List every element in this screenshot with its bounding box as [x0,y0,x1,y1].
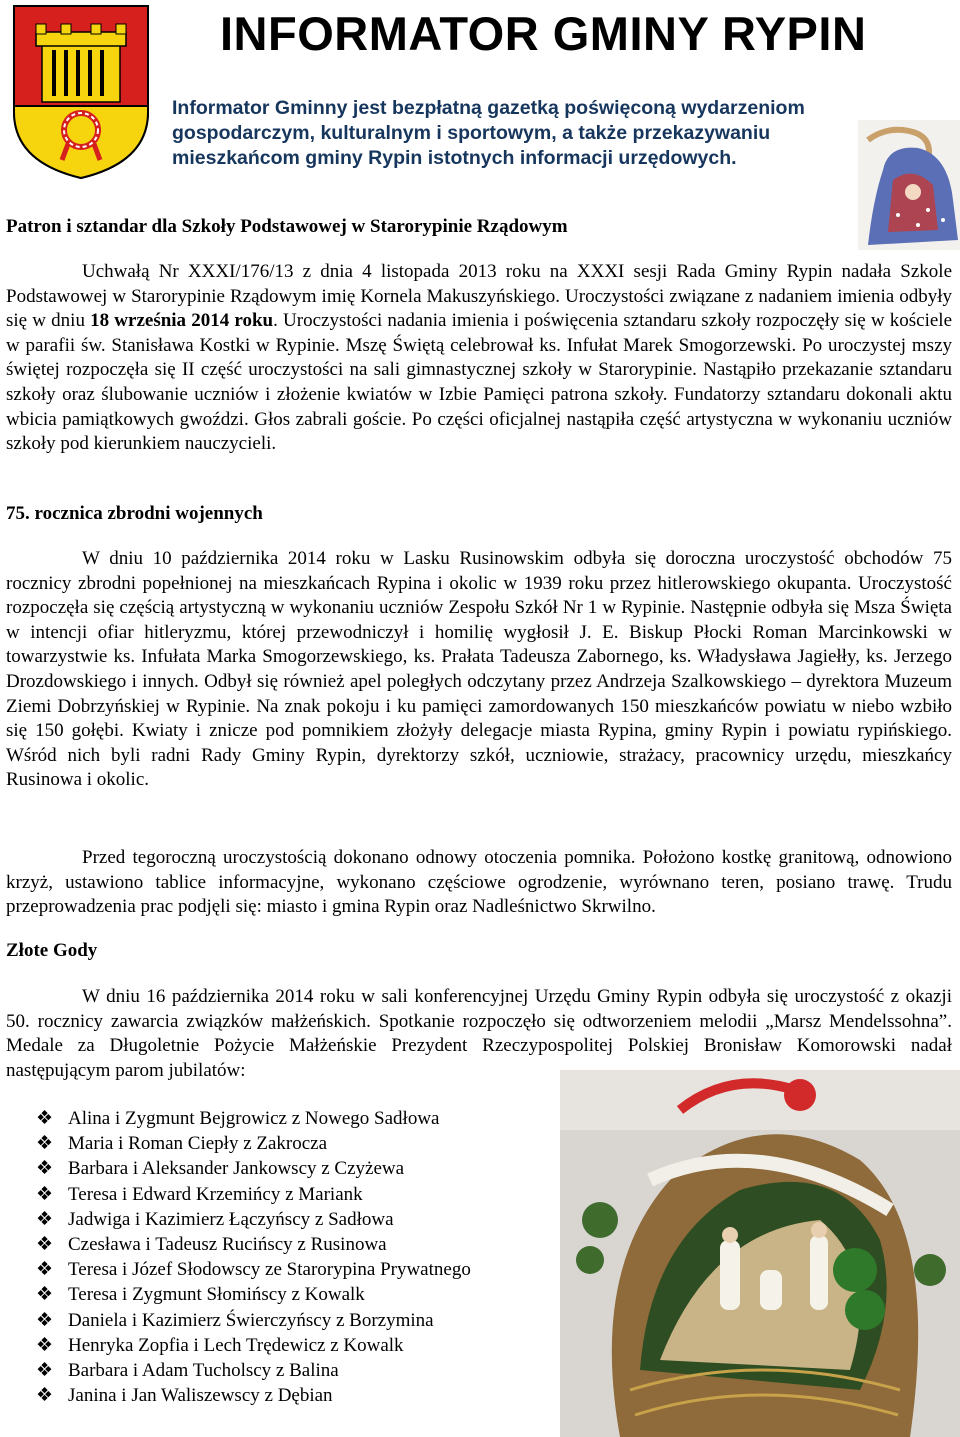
newsletter-intro: Informator Gminny jest bezpłatną gazetką poświęconą wydarzeniom gospodarczym, kulturalnym i sportowym, a także przekazywaniu mieszkańcom gminy Rypin istotnych informacji urzędowych. [172,97,805,169]
diamond-bullet-icon: ❖ [36,1158,54,1180]
list-item [36,1156,556,1181]
couple-name: Teresa i Zygmunt Słomińscy z Kowalk [68,1284,365,1306]
gmina-coat-of-arms [6,2,156,182]
couple-name: Teresa i Józef Słodowscy ze Starorypina Prywatnego [68,1259,471,1281]
list-item [36,1131,556,1156]
list-item [36,1257,556,1282]
body-text: Uchwałą Nr XXXI/176/13 z dnia 4 listopada 2013 roku na XXXI sesji Rada Gminy Rypin nadała Szkole Podstawowej w Starorypinie Rządowym imię Kornela Makuszyńskiego. Uroczystości związane z nadaniem imienia odbyły się w dniu [6,261,952,332]
list-item [36,1333,556,1358]
section-body-school-patron [6,260,952,457]
jubilee-couples-list [36,1106,556,1408]
list-item [36,1182,556,1207]
diamond-bullet-icon: ❖ [36,1133,54,1155]
diamond-bullet-icon: ❖ [36,1385,54,1407]
christmas-bell-ornament-image [858,120,960,250]
event-date: 18 września 2014 roku [90,310,274,332]
diamond-bullet-icon: ❖ [36,1334,54,1356]
couple-name: Alina i Zygmunt Bejgrowicz z Nowego Sadłowa [68,1108,440,1129]
paragraph: Przed tegoroczną uroczystością dokonano odnowy otoczenia pomnika. Położono kostkę granitową, odnowiono krzyż, ustawiono tablice informacyjne, wykonano częściowe ogrodzenie, wyrównano teren, posiano trawę. Trudu przeprowadzenia prac podjęli się: miasto i gmina Rypin oraz Nadleśnictwo Skrwilno. [6,847,952,918]
couple-name: Teresa i Edward Krzemińcy z Mariank [68,1183,363,1205]
list-item [36,1106,556,1131]
section-body-anniversary [6,547,952,793]
diamond-bullet-icon: ❖ [36,1284,54,1306]
section-heading-school-patron: Patron i sztandar dla Szkoły Podstawowej w Starorypinie Rządowym [6,216,568,237]
list-item [36,1383,556,1408]
diamond-bullet-icon: ❖ [36,1259,54,1281]
couple-name: Henryka Zopfia i Lech Trędewicz z Kowalk [68,1334,404,1356]
list-item [36,1308,556,1333]
newsletter-title: INFORMATOR GMINY RYPIN [220,7,867,60]
list-item [36,1207,556,1232]
list-item [36,1282,556,1307]
section-body-monument-renovation [6,846,952,920]
couple-name: Jadwiga i Kazimierz Łączyńscy z Sadłowa [68,1208,394,1230]
couple-name: Czesława i Tadeusz Rucińscy z Rusinowa [68,1233,387,1255]
couple-name: Barbara i Adam Tucholscy z Balina [68,1359,339,1381]
diamond-bullet-icon: ❖ [36,1309,54,1331]
couple-name: Maria i Roman Ciepły z Zakrocza [68,1133,328,1155]
body-text: . Uroczystości nadania imienia i poświęcenia sztandaru szkoły rozpoczęły się w kościele w parafii św. Stanisława Kostki w Rypinie. Mszę Świętą celebrował ks. Infułat Marek Smogorzewski. Po uroczystej mszy świętej rozpoczęła się II część uroczystości na sali gimnastycznej szkoły w Starorypinie. Nastąpiło przekazanie sztandaru szkoły oraz ślubowanie uczniów i złożenie kwiatów w Izbie Pamięci patrona szkoły. Fundatorzy sztandaru dokonali aktu wbicia pamiątkowych gwoździ. Głos zabrali goście. Po części oficjalnej nastąpiła część artystyczna w wykonaniu uczniów szkoły pod kierunkiem nauczycieli. [6,310,953,455]
diamond-bullet-icon: ❖ [36,1108,54,1129]
couple-name: Daniela i Kazimierz Świerczyńscy z Borzymina [68,1309,434,1331]
paragraph: W dniu 10 października 2014 roku w Lasku Rusinowskim odbyła się doroczna uroczystość obchodów 75 rocznicy zbrodni popełnionej na mieszkańcach Rypina i okolic w 1939 roku przez hitlerowskiego okupanta. Uroczystość rozpoczęła się częścią artystyczną w wykonaniu uczniów Zespołu Szkół Nr 1 w Rypinie. Następnie odbyła się Msza Święta w intencji ofiar hitleryzmu, której przewodniczył i homilię wygłosił J. E. Biskup Płocki Roman Marcinkowski w towarzystwie ks. Infułata Marka Smogorzewskiego, ks. Prałata Tadeusza Zabornego, ks. Władysława Jagiełły, ks. Jerzego Drozdowskiego i innych. Odbył się również apel poległych odczytany przez Andrzeja Szalkowskiego – dyrektora Muzeum Ziemi Dobrzyńskiej w Rypinie. Na znak pokoju i ku pamięci zamordowanych 150 mieszkańców powiatu w niebo wzbiło się 150 gołębi. Kwiaty i znicze pod pomnikiem złożyły delegacje miasta Rypina, gminy Rypin i powiatu rypińskiego. Wśród nich byli radni Rady Gminy Rypin, dyrektorzy szkół, uczniowie, strażacy, pracownicy urzędu, mieszkańcy Rusinowa i okolic. [6,548,952,791]
paragraph: W dniu 16 października 2014 roku w sali konferencyjnej Urzędu Gminy Rypin odbyła się uroczystość z okazji 50. rocznicy zawarcia związków małżeńskich. Spotkanie rozpoczęło się odtworzeniem melodii „Marsz Mendelssohna”. Medale za Długoletnie Pożycie Małżeńskie Prezydent Rzeczypospolitej Polskiej Bronisław Komorowski nadał następującym parom jubilatów: [6,986,952,1081]
diamond-bullet-icon: ❖ [36,1359,54,1381]
diamond-bullet-icon: ❖ [36,1208,54,1230]
couple-name: Barbara i Aleksander Jankowscy z Czyżewa [68,1158,405,1180]
nativity-egg-photo [560,1070,960,1437]
list-item [36,1358,556,1383]
diamond-bullet-icon: ❖ [36,1183,54,1205]
list-item [36,1232,556,1257]
section-heading-war-crimes-anniversary: 75. rocznica zbrodni wojennych [6,503,263,524]
couple-name: Janina i Jan Waliszewscy z Dębian [68,1385,333,1407]
section-body-golden-wedding [6,985,952,1083]
diamond-bullet-icon: ❖ [36,1233,54,1255]
section-heading-golden-wedding: Złote Gody [6,940,98,961]
